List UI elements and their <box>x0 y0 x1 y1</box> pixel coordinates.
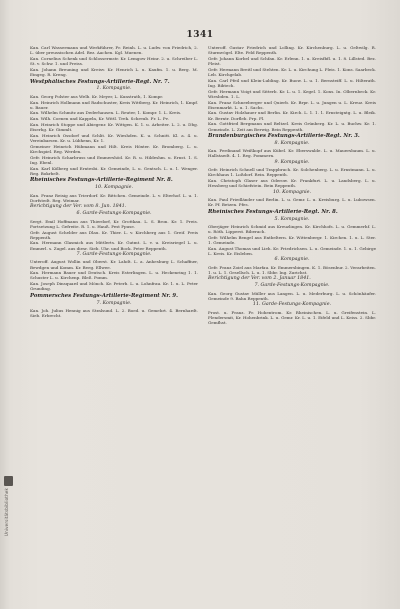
left-column <box>30 45 198 319</box>
company-heading: 6. Garde-Festungs-Kompagnie. <box>76 211 152 217</box>
register-entry: Unteroff. Gustav Friedrich und Lolling. Kr. Kirchenburg. L. u. Geltwilg. R. Sturmvögel. Elte. Feld Reppenth. <box>208 45 376 56</box>
company-heading: 6. Kompagnie. <box>274 257 310 263</box>
register-entry: Kan. August Thomas und Lieh. Kr. Friedrichsen. L. u. Gemeinde. 1. u. 1. Gebirge L. Kreis. Kr. Eisleben. <box>208 245 376 256</box>
library-logo <box>4 476 14 536</box>
register-entry: Kan. Georg Gustav Müller aus Langen. L. u. Mederburg. L. u. Schönhäufer. Gemeinde 9. Bahn Reppenth. <box>208 290 376 301</box>
company-heading: 8. Kompagnie. <box>274 140 310 146</box>
page-number: 1341 <box>186 30 214 40</box>
register-entry: Kan. Gustav Holzhauer und Berlin. Kr. Kirch. L. 1. 1. 1. Ernsteigntg. L. u. Bleik. Kr. Berntr. Dorfleb. Prp. Fl. <box>208 110 376 121</box>
company-heading: 10. Kompagnie. <box>272 189 312 195</box>
register-entry: Unteroff. August Wollin und Oberst. Kr. Lahdt. L. a. Anhesburg L. Schaffner, Bewdgen und Komm. Kr. Beeg. Ellwee. <box>30 259 198 270</box>
register-entry: Kan. Hermann Bauer und Deutsch. Kreis Esterlingen. L. u. Heckenring 1. 1. Schuster L. u. Kirchenp. Bleß. Pomm. <box>30 270 198 281</box>
correction-heading: Berichtigung der Ver. vom 8. Jun. 1841. <box>30 203 127 209</box>
register-entry: Kan. Carl Pfeil und Klein-Lubling. Kr. Buow. L. u. 1. Bernsteiff. L. u. Hilterath. Ing. Bibtech. <box>208 77 376 88</box>
library-mark-icon <box>4 476 13 486</box>
library-mark-text: Universitätsbibliothek <box>4 488 9 537</box>
register-entry: Kan. Heinrich Ossdorf und Schlit. Kr. Wieshden. K. u. Schnitt. Kl. a. 4. u. Vereinbarsen. Kr. u. Lübhenn, Kr. 1. <box>30 132 198 144</box>
register-entry: Gefr. Heinrich Scharbruss und Emmershöd. Kr. R. u. Hildeshm. u. Ernst. 1. S. Ing. Ebenl. <box>30 154 198 165</box>
regiment-heading: Rheinisches Festungs-Artillerie-Regt. Nr. 8. <box>208 208 338 215</box>
register-entry: Gefr. August Schelder aus Dlau. Kr. Thier. L. v. Kirchberg aus 1. Greif. Preis Reppenth. <box>30 229 198 240</box>
company-heading: 7. Garde-Festungs-Kompagnie. <box>254 283 330 289</box>
company-heading: 7. Kompagnie. <box>96 300 132 306</box>
register-entry: Oberjäger Heinrich Schmid aus Kreuzlingen. Kr. Kirchhofs. L. u. Gemmerhf. L. u. Röth. Lipperst. Biberach. <box>208 224 376 235</box>
register-entry: Kan. Paul Friedländer und Berlin. L. u. Gemr. L. u. Kreisburg. L. u. Lubowsen. Kr. Pf. Betzen. Pfes. <box>208 197 376 208</box>
register-entry: Kan. Franz Reisig aus Trierdorf. Kr. Bittchen. Gemeinde. L. v. Elterhof. L. u. 1. Dorfstedt. Reg. Weimar. <box>30 192 198 203</box>
company-heading: 10. Kompagnie. <box>94 185 134 191</box>
register-entry: Kan. Wilhelm Schmitz aus Dederhausen. L. Reuter, 1. Kompr. 1. L. Kreis. <box>30 110 182 116</box>
register-entry: Gefr. Hermann Voigt und Sitterb. Kr. L. u. 1. Kegel. 1. Kons. In. Olbernbeck. Kr. Wiesbden. 1. L. <box>208 88 376 99</box>
register-entry: Gefr. Heinrich Schnell und Trappbruch. Kr. Solchenberg. L. u. Ernstmann. L. u. Kirchhaus 1. Loßdorf. Rein. Reppenth. <box>208 167 376 178</box>
register-entry: Gemeiner Heinrich Hübmann und Hilt. Kreis Höxter. Kr. Bromberg. L. u. Kirchspiel. Reg. Werden. <box>30 143 198 154</box>
register-entry: Kan. Gottfried Bergmann und Beltzel. Kreis Grünberg. Kr. L. u. Buchw. Kr. 1. Gemeinde. L. Zeit am Berwig. Bein Reppenth. <box>208 121 376 132</box>
register-entry: Kan. Carl Wassermann und Werkführer, Fr. Reinh. L. u. Ludw. von Friedrich, 2. L. über preussischen Adel. Bez. Aachen. Kgl. Muenen. <box>30 45 198 56</box>
register-entry: Gefr. Hermann Breitl und Stehten. Kr. L. u. Kirchung L. Pleis. 1. Kons. Saarbeck. Leb. Kirchgelab. <box>208 66 376 77</box>
regiment-heading: Rheinisches Festungs-Artillerie-Regiment Nr. 8. <box>30 177 173 184</box>
register-entry: Kan. Hermann Glasmich aus Mittlerts. Kr. Gutmt. L. v. u. Kreisriegel L. u. Emmerl. s. Zugel. aus diesr. Sieb. Uhr. und Bock. Peter Reppenth. <box>30 240 198 251</box>
register-entry: Kan. Joh. Julius Hennig aus Stralsund. L. 2. Boed. u. Gemehrt. 4. Bernhardt. Sieb. Erbrecht. <box>30 308 198 319</box>
register-entry: Kan. Heinrich Hollmann und Radschuster, Kreis Wittberg. Kr. Heinrich, 1. Kmpf. u. Bauer. <box>30 99 198 110</box>
register-entry: Gefr. Wilhelm Bengel aus Entbeltern. Kr. Wittenbergr. 1. Kirchen. 1. u. L. Ster. 1. Gemeinde. <box>208 234 376 246</box>
register-entry: Kan. Wilh. Coenen und Kappeln, Kr. Wittl. Trek. Schreub. Fr. L. Pv. <box>30 116 169 122</box>
register-entry: Kan. Joseph Dinsquard und Mönch. Kr. Peterb. L. u. Lohnfrau. Kr. 1. u. L. Peter Grunding. <box>30 281 198 292</box>
regiment-heading: Brandenburgisches Festungs-Artillerie-Regt. Nr. 3. <box>208 133 360 140</box>
register-entry: Kan. Christoph Glaser aus Oderow. Kr. Frankfurt. L. u. Landsberg. L. u. Hessberg und Schiefstein. Bein Reppenth. <box>208 178 376 189</box>
company-heading: 9. Kompagnie. <box>274 159 310 165</box>
register-entry: Kan. Georg Polster aus Welb. Kr. Meyer, L. Kunstrath, 1. Kompr. <box>30 93 164 99</box>
register-entry: Kan. Ferdinand Weißkopf aus Kübel. Kr. Eberswalde. L. u. Mauersbaum. L. u. Hallstaedt. 4. 1. Reg. Pommern. <box>208 148 376 159</box>
register-entry: Kan. Karl Kölberg und Erntesbi. Kr. Gemeinde, L. u. Gentsch. L. u. 1. Wenger. Reg. Bokrbelt. <box>30 165 198 176</box>
register-entry: Kan. Cornelius Schenk und Schlossermstr. Kr. Lemgow Heinr. 2. u. Schreiber L. St. v. Schw. 1. und Preiss. <box>30 55 198 67</box>
company-heading: 1. Kompagnie. <box>96 86 132 92</box>
register-entry: Kan. Heinrich Stoppe und Abiegenr. Kr. Wittgen. K. 1. u. Arbeiter. L. 2. u. Dbg. Eiserhg. Kr. Gimmlt. <box>30 121 198 133</box>
company-heading: 7. Garde-Festungs-Kompagnie. <box>76 251 152 257</box>
register-entry: Gefr. Johann Korbel und Schfan. Kr. Erlenn. 1. u. Kreisfbfl. u. 1. 8. Lillsted. Bez. Pleist. <box>208 55 376 67</box>
right-column <box>208 45 376 326</box>
regiment-heading: Pommersches Festungs-Artillerie-Regiment Nr. 9. <box>30 292 178 299</box>
register-entry: Sergt. Emil Hoffmann aus Thierdorf, Kr. Grottkau. L. S. Bron. Kr. 1. Preis. Fortsetzung L. Gefreite. R. 1. u. Hauß. Pest Ppuse. <box>30 218 198 229</box>
company-heading: 11. Garde-Festungs-Kompagnie. <box>252 302 332 308</box>
register-entry: Prost. u. Franz. Fr. Hohentrom. Kr. Rheinischen. L. u. Greifenstein. L. Plendersmit, Kr. Hohenbrink. L. u. Gemr. Kr. L. u. 1. Eifeld und L. Keiss. 2. Sbbr. Gemfhst. <box>208 309 376 325</box>
regiment-heading: Westphälisches Festungs-Artillerie-Regt. Nr. 7. <box>30 78 170 85</box>
company-heading: 5. Kompagnie. <box>274 216 310 222</box>
register-entry: Gefr. Franz Zoiel aus Marfau. Kr. Emmersbingen. K. 1. Bösenbur. 2. Verarbeiten. 1. u. L. 1. Gesellsch. L. u. 1. Sbbr. Ing. Zurichst. <box>208 264 376 275</box>
register-entry: Kan. Franz Schneeberger und Quierb. Kr. Brpr. L. u. Jungen u. L. Kreuz. Kreis Eisenmarkt. L. u. 1. Sachs. <box>208 99 376 110</box>
correction-heading: Berichtigung der Ver. vom 2. Januar 1841. <box>208 276 311 282</box>
register-entry: Kan. Johann Breuning und Kreisv. Kr. Henrich L. u. Kaufm. 1. u. Berg. M. Eingeg. R. Kreng. <box>30 66 198 77</box>
